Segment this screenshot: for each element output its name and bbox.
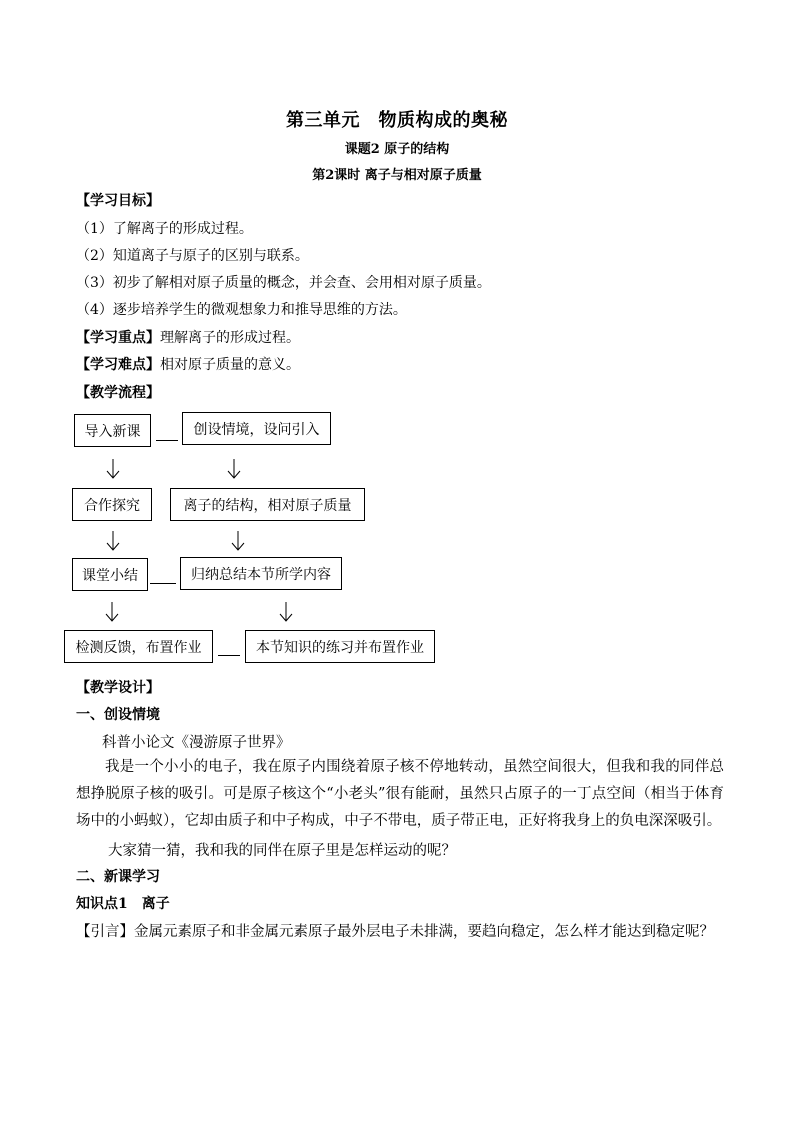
flow-connector (150, 583, 176, 584)
intro-label: 【引言】 (76, 924, 134, 940)
objective-item: （3）初步了解相对原子质量的概念，并会查、会用相对原子质量。 (76, 275, 491, 291)
flow-connector (156, 440, 178, 441)
objective-item: （4）逐步培养学生的微观想象力和推导思维的方法。 (76, 302, 407, 318)
down-arrow-icon (106, 531, 120, 551)
section-scenario-heading: 一、创设情境 (76, 707, 160, 723)
unit-title: 第三单元 物质构成的奥秘 (286, 110, 508, 131)
intro-text: 金属元素原子和非金属元素原子最外层电子未排满，要趋向稳定，怎么样才能达到稳定呢？ (134, 924, 714, 940)
flow-heading: 【教学流程】 (76, 385, 160, 401)
down-arrow-icon (231, 531, 245, 551)
down-arrow-icon (105, 602, 119, 622)
difficulty (76, 354, 300, 374)
flow-box-feedback: 检测反馈，布置作业 (64, 630, 213, 663)
flow-box-explore: 合作探究 (72, 488, 152, 521)
down-arrow-icon (106, 459, 120, 479)
key-point-text: 理解离子的形成过程。 (160, 330, 300, 346)
essay-body: 我是一个小小的电子，我在原子内围绕着原子核不停地转动，虽然空间很大，但我和我的同伴总想挣脱原子核的吸引。可是原子核这个“小老头”很有能耐，虽然只占原子的一丁点空间（相当于体育场中的小蚂蚁），它却由质子和中子构成，中子不带电，质子带正电，正好将我身上的负电深深吸引。 (76, 759, 724, 829)
section-new-lesson-heading: 二、新课学习 (76, 869, 160, 885)
essay-title: 科普小论文《漫游原子世界》 (102, 735, 291, 751)
knowledge-point-heading: 知识点1 离子 (76, 896, 170, 912)
difficulty-text: 相对原子质量的意义。 (160, 357, 300, 373)
difficulty-label: 【学习难点】 (76, 357, 160, 373)
intro-paragraph (76, 920, 714, 941)
flow-box-scenario: 创设情境，设问引入 (182, 412, 331, 445)
design-heading: 【教学设计】 (76, 680, 160, 696)
key-point-label: 【学习重点】 (76, 330, 160, 346)
lesson-title: 第2课时 离子与相对原子质量 (312, 168, 482, 183)
down-arrow-icon (279, 602, 293, 622)
question-text: 大家猜一猜，我和我的同伴在原子里是怎样运动的呢？ (108, 843, 456, 859)
flow-box-summary: 课堂小结 (72, 558, 148, 591)
key-point (76, 327, 300, 347)
flow-box-intro: 导入新课 (74, 414, 151, 447)
objectives-heading: 【学习目标】 (76, 193, 160, 209)
down-arrow-icon (227, 459, 241, 479)
topic-title: 课题2 原子的结构 (344, 142, 450, 157)
flow-box-ion-structure: 离子的结构，相对原子质量 (170, 488, 365, 521)
flow-connector (218, 655, 240, 656)
objective-item: （1）了解离子的形成过程。 (76, 221, 253, 237)
flow-box-conclude: 归纳总结本节所学内容 (180, 557, 342, 590)
objective-item: （2）知道离子与原子的区别与联系。 (76, 248, 309, 264)
flow-box-practice: 本节知识的练习并布置作业 (245, 630, 435, 663)
